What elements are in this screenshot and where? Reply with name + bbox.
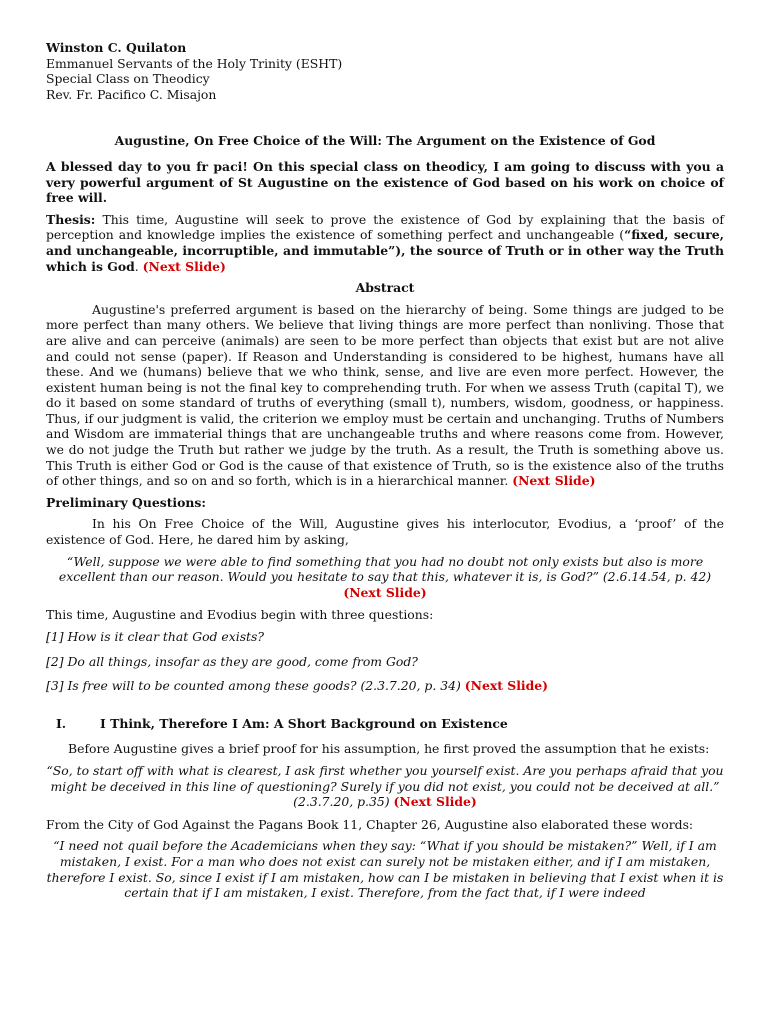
document-title: Augustine, On Free Choice of the Will: The Argument on the Existence of God: [114, 133, 656, 149]
existence-quote: [46, 763, 724, 810]
thesis-text-bold: “fixed, secure, and unchangeable, incorruptible, and immutable”), the source of Truth or in other way the Truth which is God: [46, 227, 724, 274]
thesis-label: Thesis:: [46, 211, 96, 227]
next-slide-marker: (Next Slide): [393, 794, 477, 810]
city-of-god-intro: From the City of God Against the Pagans Book 11, Chapter 26, Augustine also elaborated these words:: [46, 816, 694, 832]
preliminary-quote-text: “Well, suppose we were able to find something that you had no doubt not only exists but also is more excellent than our reason. Would you hesitate to say that this, whatever it is, is God?” (2.6.14.54, p. 42): [58, 553, 712, 585]
question-item: [1] How is it clear that God exists?: [46, 629, 265, 644]
instructor-name: Rev. Fr. Pacifico C. Misajon: [46, 86, 217, 102]
section-heading: [46, 716, 724, 732]
next-slide-marker: (Next Slide): [512, 473, 596, 489]
section-intro: Before Augustine gives a brief proof for his assumption, he first proved the assumption that he exists:: [68, 741, 710, 757]
question-item: [46, 678, 724, 694]
question-text: [3] Is free will to be counted among these goods? (2.3.7.20, p. 34): [46, 678, 465, 694]
intro-paragraph: A blessed day to you fr paci! On this special class on theodicy, I am going to discuss with you a very powerful argument of St Augustine on the existence of God based on his work on choice of free will.: [46, 158, 724, 206]
preliminary-intro: In his On Free Choice of the Will, Augustine gives his interlocutor, Evodius, a ‘proof’ of the existence of God. Here, he dared him by asking,: [46, 516, 724, 548]
document-header: [46, 40, 724, 102]
abstract-text: Augustine's preferred argument is based on the hierarchy of being. Some things are judged to be more perfect than many others. We believe that living things are more perfect than nonliving. Those that are alive and can perceive (animals) are seen to be more perfect than objects that exist but are not alive and could not sense (paper). If Reason and Understanding is considered to be highest, humans have all these. And we (humans) believe that we who think, sense, and live are even more perfect. However, the existent human being is not the final key to comprehending truth. For when we assess Truth (capital T), we do it based on some standard of truths of everything (small t), numbers, wisdom, goodness, or happiness. Thus, if our judgment is valid, the criterion we employ must be certain and unchanging. Truths of Numbers and Wisdom are immaterial things that are unchangeable truths and where reasons come from. However, we do not judge the Truth but rather we judge by the truth. As a result, the Truth is something above us. This Truth is either God or God is the cause of that existence of Truth, so is the existence also of the truths of other things, and so on and so forth, which is in a hierarchical manner.: [46, 301, 724, 489]
city-of-god-quote: “I need not quail before the Academicians when they say: “What if you should be mistaken?” Well, if I am mistaken, I exist. For a man who does not exist can surely not be mistaken either, and if I am mistaken, therefore I exist. So, since I exist if I am mistaken, how can I be mistaken in believing that I exist when it is certain that if I am mistaken, I exist. Therefore, from the fact that, if I were indeed: [46, 838, 724, 901]
next-slide-marker: (Next Slide): [142, 258, 226, 274]
course-name: Special Class on Theodicy: [46, 71, 210, 87]
section-title: I Think, Therefore I Am: A Short Background on Existence: [100, 715, 508, 731]
thesis-text: This time, Augustine will seek to prove the existence of God by explaining that the basis of perception and knowledge implies the existence of something perfect and unchangeable (: [46, 211, 724, 243]
author-name: Winston C. Quilaton: [46, 40, 187, 55]
questions-lead: This time, Augustine and Evodius begin with three questions:: [46, 607, 434, 623]
existence-quote-text: “So, to start off with what is clearest, I ask first whether you yourself exist. Are you perhaps afraid that you might be deceived in this line of questioning? Surely if you did not exist, you could not be deceived at all.” (2.3.7.20, p.35): [46, 762, 724, 810]
next-slide-marker: (Next Slide): [464, 678, 549, 694]
preliminary-quote: [46, 554, 724, 601]
next-slide-marker: (Next Slide): [343, 584, 427, 600]
section-number: I.: [56, 715, 67, 731]
preliminary-heading: Preliminary Questions:: [46, 494, 206, 510]
question-item: [2] Do all things, insofar as they are good, come from God?: [46, 653, 418, 669]
abstract-paragraph: [46, 302, 724, 489]
organization: Emmanuel Servants of the Holy Trinity (ESHT): [46, 55, 343, 71]
thesis-end: .: [134, 258, 143, 274]
abstract-heading: Abstract: [355, 280, 415, 296]
thesis-paragraph: [46, 212, 724, 274]
